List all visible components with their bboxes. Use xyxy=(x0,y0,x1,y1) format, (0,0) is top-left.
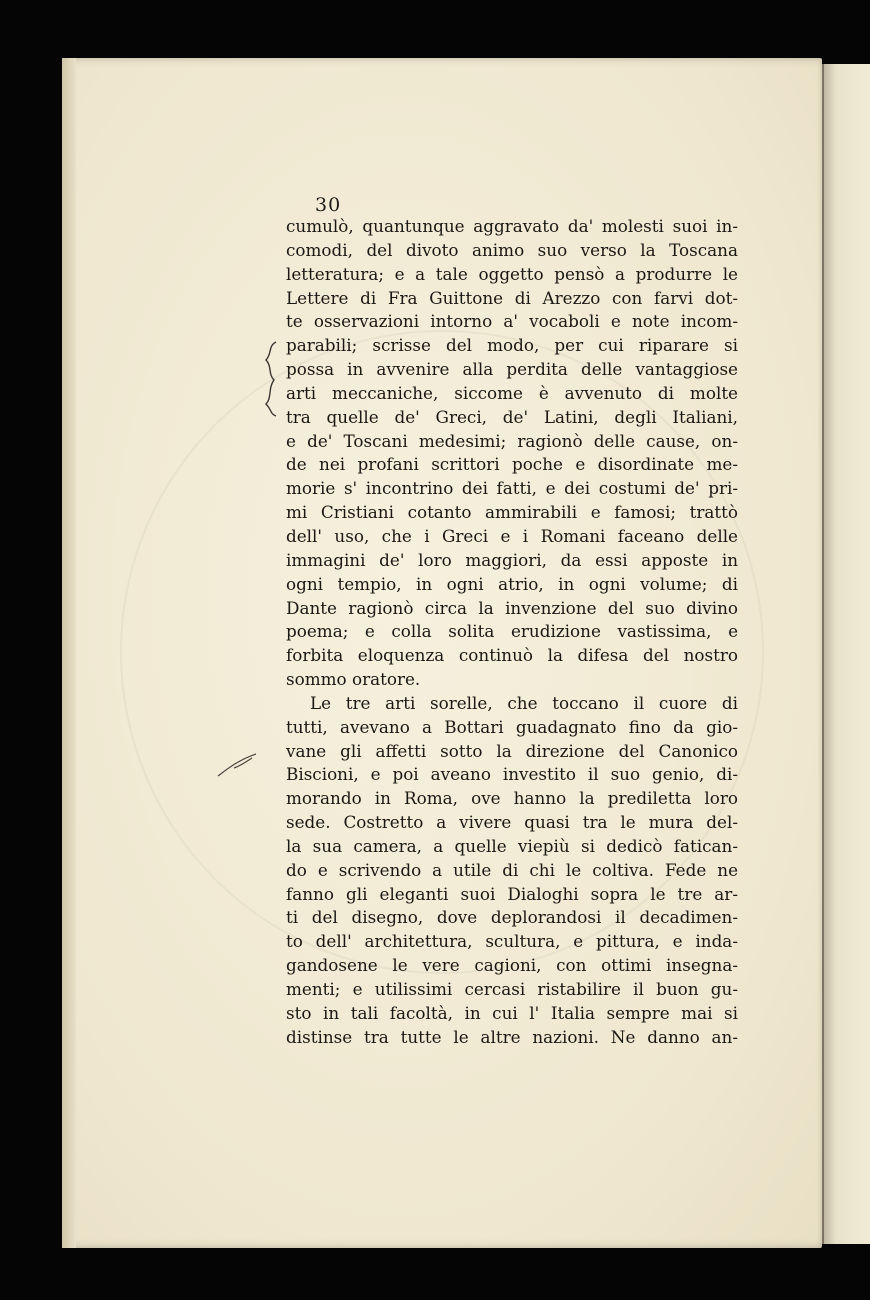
text-line: morando in Roma, ove hanno la prediletta loro xyxy=(286,788,738,809)
text-line: possa in avvenire alla perdita delle vantaggiose xyxy=(286,359,738,380)
text-line: forbita eloquenza continuò la difesa del nostro xyxy=(286,645,738,666)
text-line: cumulò, quantunque aggravato da' molesti suoi in- xyxy=(286,216,738,236)
text-line: e de' Toscani medesimi; ragionò delle cause, on- xyxy=(286,430,738,451)
text-line: distinse tra tutte le altre nazioni. Ne danno an- xyxy=(286,1026,738,1047)
text-line: comodi, del divoto animo suo verso la Toscana xyxy=(286,239,738,260)
text-line: poema; e colla solita erudizione vastissima, e xyxy=(286,621,738,642)
text-line: to dell' architettura, scultura, e pittura, e inda- xyxy=(286,931,738,952)
text-line: fanno gli eleganti suoi Dialoghi sopra le tre ar- xyxy=(286,883,738,904)
text-line: de nei profani scrittori poche e disordinate me- xyxy=(286,454,738,475)
handwritten-brace-mark xyxy=(262,340,282,418)
text-line: sede. Costretto a vivere quasi tra le mura del- xyxy=(286,812,738,833)
body-text xyxy=(286,215,738,1050)
text-line: letteratura; e a tale oggetto pensò a produrre le xyxy=(286,263,738,284)
next-page-edge xyxy=(822,64,870,1244)
text-line: arti meccaniche, siccome è avvenuto di molte xyxy=(286,382,738,403)
text-line: Lettere di Fra Guittone di Arezzo con farvi dot- xyxy=(286,287,738,308)
text-line: menti; e utilissimi cercasi ristabilire il buon gu- xyxy=(286,979,738,999)
text-line: gandosene le vere cagioni, con ottimi insegna- xyxy=(286,955,738,976)
text-line: sommo oratore. xyxy=(286,669,421,690)
text-line: tra quelle de' Greci, de' Latini, degli Italiani, xyxy=(286,406,738,427)
page-number: 30 xyxy=(315,194,342,216)
text-line: mi Cristiani cotanto ammirabili e famosi; trattò xyxy=(286,502,738,523)
text-line: Biscioni, e poi aveano investito il suo genio, di- xyxy=(286,764,738,785)
text-line: te osservazioni intorno a' vocaboli e note incom- xyxy=(286,311,738,332)
text-line: do e scrivendo a utile di chi le coltiva. Fede ne xyxy=(286,859,738,880)
text-line: ti del disegno, dove deplorandosi il decadimen- xyxy=(286,907,738,928)
text-line: sto in tali facoltà, in cui l' Italia sempre mai si xyxy=(286,1002,738,1023)
text-line: dell' uso, che i Greci e i Romani faceano delle xyxy=(286,525,738,546)
text-line: vane gli affetti sotto la direzione del Canonico xyxy=(286,740,738,761)
text-line: immagini de' loro maggiori, da essi apposte in xyxy=(286,549,738,570)
text-line: Dante ragionò circa la invenzione del suo divino xyxy=(286,597,738,618)
text-line: tutti, avevano a Bottari guadagnato fino da gio- xyxy=(286,716,738,737)
text-line: ogni tempio, in ogni atrio, in ogni volume; di xyxy=(286,573,738,594)
page-left-edge xyxy=(62,58,76,1248)
text-line: parabili; scrisse del modo, per cui riparare si xyxy=(286,335,738,356)
text-line: la sua camera, a quelle viepiù si dedicò fatican- xyxy=(286,835,738,856)
text-line: morie s' incontrino dei fatti, e dei costumi de' pri- xyxy=(286,478,738,499)
text-line: Le tre arti sorelle, che toccano il cuore di xyxy=(310,692,738,713)
pencil-annotation-mark xyxy=(216,752,260,780)
